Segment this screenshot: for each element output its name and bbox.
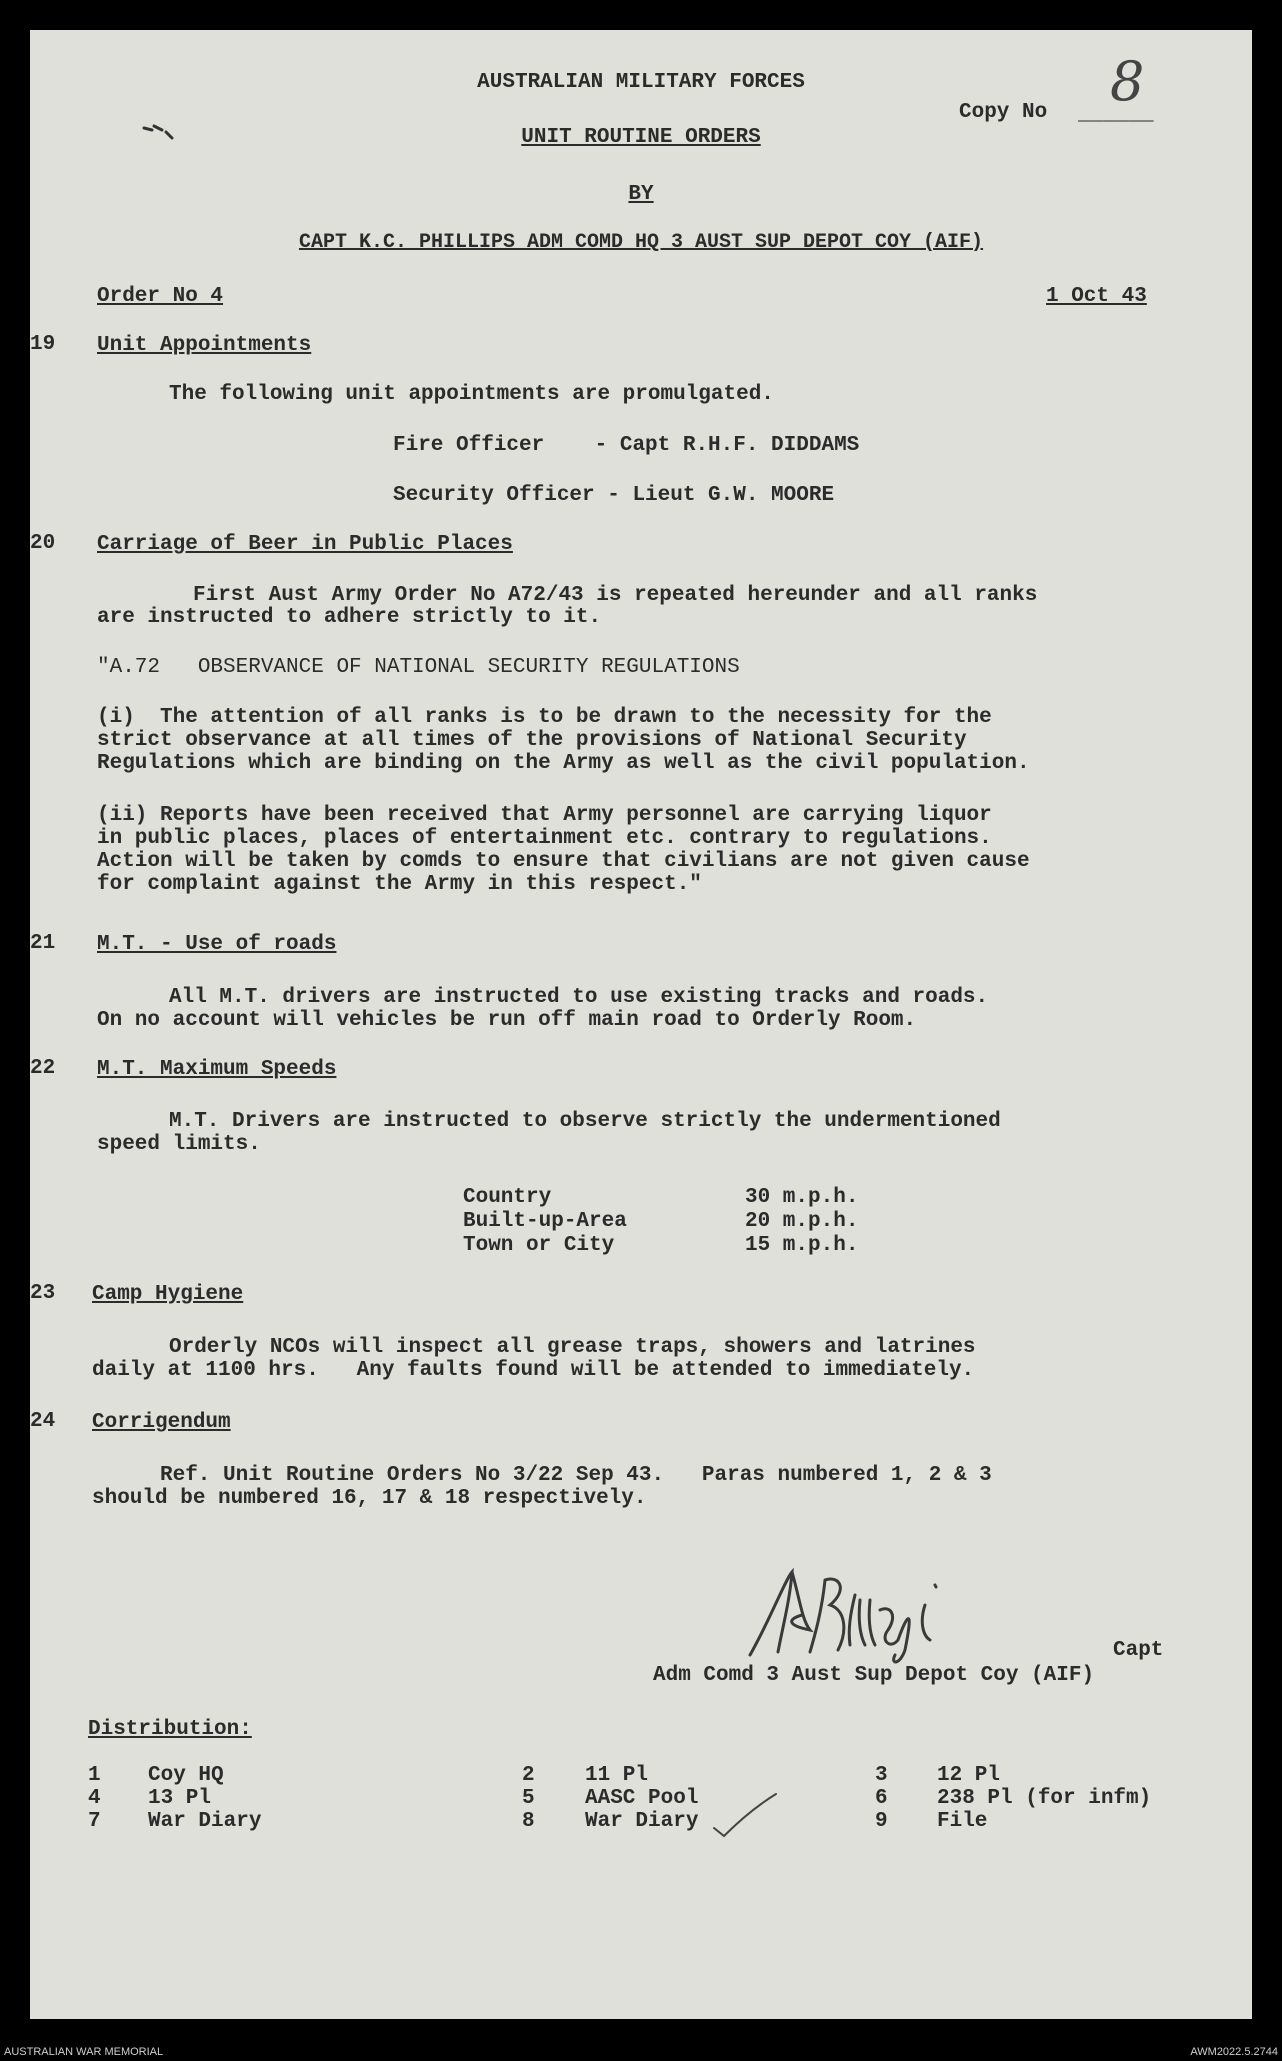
speed-value: 15 m.p.h. <box>745 1234 859 1257</box>
para-19-title: Unit Appointments <box>97 334 312 357</box>
distribution-recipient: File <box>937 1810 988 1833</box>
distribution-title: Distribution: <box>88 1718 252 1741</box>
order-date: 1 Oct 43 <box>1046 285 1147 308</box>
quote-para-ii: (ii) Reports have been received that Army personnel are carrying liquor <box>97 804 992 827</box>
document-title: UNIT ROUTINE ORDERS <box>521 126 761 149</box>
quote-title: "A.72 OBSERVANCE OF NATIONAL SECURITY REGULATIONS <box>97 656 740 679</box>
para-21-number: 21 <box>30 932 56 955</box>
para-24-line: Ref. Unit Routine Orders No 3/22 Sep 43. Paras numbered 1, 2 & 3 <box>160 1464 992 1487</box>
para-24-number: 24 <box>30 1410 56 1433</box>
distribution-recipient: Coy HQ <box>148 1764 224 1787</box>
issuer-line: CAPT K.C. PHILLIPS ADM COMD HQ 3 AUST SUP DEPOT COY (AIF) <box>298 231 984 254</box>
para-22-title: M.T. Maximum Speeds <box>97 1058 337 1081</box>
quote-para-i: Regulations which are binding on the Army as well as the civil population. <box>97 752 1030 775</box>
para-24-line: should be numbered 16, 17 & 18 respectively. <box>92 1487 647 1510</box>
copy-number: 8 <box>1110 50 1145 113</box>
para-21-title: M.T. - Use of roads <box>97 933 337 956</box>
archive-credit: AUSTRALIAN WAR MEMORIAL <box>4 2046 164 2058</box>
distribution-recipient: War Diary <box>148 1810 262 1833</box>
para-20-number: 20 <box>30 532 56 555</box>
distribution-number: 4 <box>88 1787 101 1810</box>
speed-area: Town or City <box>463 1234 615 1257</box>
distribution-number: 6 <box>875 1787 888 1810</box>
order-number: Order No 4 <box>97 285 224 308</box>
speed-value: 20 m.p.h. <box>745 1210 859 1233</box>
appointment-fire-officer: Fire Officer - Capt R.H.F. DIDDAMS <box>393 434 860 457</box>
signatory-rank: Capt <box>1113 1639 1164 1662</box>
para-22-number: 22 <box>30 1057 56 1080</box>
para-19-body: The following unit appointments are promulgated. <box>169 383 774 406</box>
speed-area: Country <box>463 1186 552 1209</box>
distribution-number: 2 <box>522 1764 535 1787</box>
org-heading: AUSTRALIAN MILITARY FORCES <box>477 71 805 94</box>
signatory-appointment: Adm Comd 3 Aust Sup Depot Coy (AIF) <box>653 1664 1095 1687</box>
para-20-line: are instructed to adhere strictly to it. <box>97 606 602 629</box>
quote-para-i: (i) The attention of all ranks is to be drawn to the necessity for the <box>97 706 992 729</box>
para-23-title: Camp Hygiene <box>92 1283 244 1306</box>
distribution-number: 7 <box>88 1810 101 1833</box>
distribution-number: 3 <box>875 1764 888 1787</box>
distribution-number: 9 <box>875 1810 888 1833</box>
para-23-number: 23 <box>30 1282 56 1305</box>
distribution-recipient: 238 Pl (for infm) <box>937 1787 1152 1810</box>
distribution-number: 1 <box>88 1764 101 1787</box>
speed-area: Built-up-Area <box>463 1210 627 1233</box>
archive-reference: AWM2022.5.2744 <box>1190 2046 1278 2058</box>
para-22-line: M.T. Drivers are instructed to observe strictly the undermentioned <box>169 1110 1001 1133</box>
para-20-title: Carriage of Beer in Public Places <box>97 533 513 556</box>
para-22-line: speed limits. <box>97 1133 261 1156</box>
para-20-line: First Aust Army Order No A72/43 is repeated hereunder and all ranks <box>193 584 1038 607</box>
para-23-line: Orderly NCOs will inspect all grease traps, showers and latrines <box>169 1336 976 1359</box>
para-21-line: On no account will vehicles be run off main road to Orderly Room. <box>97 1009 917 1032</box>
copy-blank: ______ <box>1078 103 1154 126</box>
checkmark-icon <box>710 1790 780 1840</box>
distribution-recipient: AASC Pool <box>585 1787 699 1810</box>
quote-para-ii: in public places, places of entertainment etc. contrary to regulations. <box>97 827 992 850</box>
appointment-security-officer: Security Officer - Lieut G.W. MOORE <box>393 484 835 507</box>
distribution-recipient: 11 Pl <box>585 1764 649 1787</box>
distribution-recipient: War Diary <box>585 1810 699 1833</box>
handwritten-signature <box>730 1560 1110 1670</box>
para-24-title: Corrigendum <box>92 1411 231 1434</box>
document-sheet <box>30 30 1252 2019</box>
quote-para-ii: Action will be taken by comds to ensure that civilians are not given cause <box>97 850 1030 873</box>
copy-label: Copy No <box>959 101 1048 124</box>
quote-para-ii: for complaint against the Army in this respect." <box>97 873 702 896</box>
para-19-number: 19 <box>30 333 56 356</box>
distribution-recipient: 13 Pl <box>148 1787 212 1810</box>
distribution-number: 5 <box>522 1787 535 1810</box>
quote-para-i: strict observance at all times of the provisions of National Security <box>97 729 967 752</box>
speed-value: 30 m.p.h. <box>745 1186 859 1209</box>
para-23-line: daily at 1100 hrs. Any faults found will be attended to immediately. <box>92 1359 975 1382</box>
distribution-recipient: 12 Pl <box>937 1764 1001 1787</box>
pencil-mark <box>142 122 182 146</box>
para-21-line: All M.T. drivers are instructed to use existing tracks and roads. <box>169 986 989 1009</box>
by-line: BY <box>628 183 654 206</box>
distribution-number: 8 <box>522 1810 535 1833</box>
